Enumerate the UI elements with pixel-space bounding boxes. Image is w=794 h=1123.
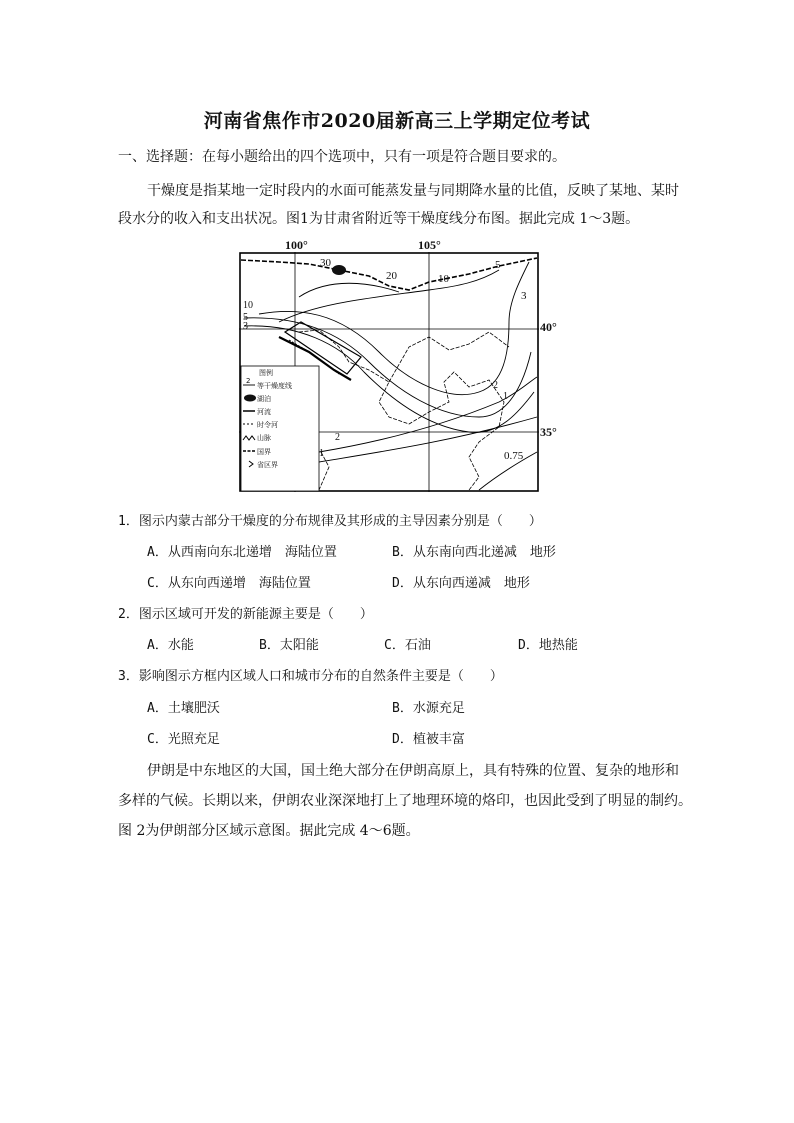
isoline-label: 1 xyxy=(319,448,324,459)
isoline-label: 20 xyxy=(386,270,397,282)
exam-title: 河南省焦作市2020届新高三上学期定位考试 xyxy=(203,110,591,132)
legend-item: 国界 xyxy=(257,448,271,456)
isoline-label: 5 xyxy=(495,259,501,271)
question-1-option-c[interactable]: C．从东向西递增 海陆位置 xyxy=(147,576,311,591)
question-2-option-a[interactable]: A．水能 xyxy=(147,638,194,653)
section-heading: 一、选择题：在每小题给出的四个选项中，只有一项是符合题目要求的。 xyxy=(118,149,566,165)
map-legend xyxy=(241,366,319,491)
lat-label-40: 40° xyxy=(540,320,557,334)
question-2-option-c[interactable]: C．石油 xyxy=(384,638,431,653)
question-1-option-d[interactable]: D．从东向西递减 地形 xyxy=(392,576,530,591)
passage2-line1: 伊朗是中东地区的大国，国土绝大部分在伊朗高原上，具有特殊的位置、复杂的地形和 xyxy=(147,763,679,779)
question-2-stem: 2．图示区域可开发的新能源主要是（ ） xyxy=(118,607,373,622)
legend-item: 湖泊 xyxy=(257,395,271,403)
question-3-option-d[interactable]: D．植被丰富 xyxy=(392,732,465,747)
legend-item: 河流 xyxy=(257,408,271,416)
isoline-label: 10 xyxy=(438,273,449,285)
isoline-label: 2 xyxy=(493,380,498,391)
legend-title: 图例 xyxy=(259,369,273,377)
lake-shape xyxy=(332,265,346,275)
question-3-option-b[interactable]: B．水源充足 xyxy=(392,701,465,716)
isoline-label: 3 xyxy=(521,290,527,302)
passage2-line2: 多样的气候。长期以来，伊朗农业深深地打上了地理环境的烙印，也因此受到了明显的制约。 xyxy=(118,793,692,809)
question-1-option-a[interactable]: A．从西南向东北递增 海陆位置 xyxy=(147,545,337,560)
legend-item: 时令河 xyxy=(257,421,278,429)
aridity-map xyxy=(239,252,539,492)
legend-item: 等干燥度线 xyxy=(257,382,292,390)
isoline-label: 3 xyxy=(243,321,248,332)
legend-item: 山脉 xyxy=(257,434,271,442)
lat-label-35: 35° xyxy=(540,425,557,439)
question-3-option-c[interactable]: C．光照充足 xyxy=(147,732,220,747)
passage2-line3: 图 2为伊朗部分区域示意图。据此完成 4～6题。 xyxy=(118,823,420,839)
question-2-option-d[interactable]: D．地热能 xyxy=(518,638,578,653)
passage1-line2: 段水分的收入和支出状况。图1为甘肃省附近等干燥度线分布图。据此完成 1～3题。 xyxy=(118,211,640,227)
isoline-label: 30 xyxy=(320,257,331,269)
question-2-option-b[interactable]: B．太阳能 xyxy=(259,638,319,653)
isoline-label: 1 xyxy=(503,391,508,402)
legend-isoline-sample: 2 xyxy=(246,377,251,385)
question-3-stem: 3．影响图示方框内区域人口和城市分布的自然条件主要是（ ） xyxy=(118,669,503,684)
lon-label-105: 105° xyxy=(418,238,441,252)
passage1-line1: 干燥度是指某地一定时段内的水面可能蒸发量与同期降水量的比值，反映了某地、某时 xyxy=(147,183,679,199)
question-1-option-b[interactable]: B．从东南向西北递减 地形 xyxy=(392,545,556,560)
isoline-label: 2 xyxy=(335,432,340,443)
question-3-option-a[interactable]: A．土壤肥沃 xyxy=(147,701,220,716)
isoline-label: 5 xyxy=(243,312,248,323)
lon-label-100: 100° xyxy=(285,238,308,252)
isoline-label: 10 xyxy=(243,300,253,311)
isoline-label: 0.75 xyxy=(504,450,524,462)
legend-item: 省区界 xyxy=(257,461,278,469)
question-1-stem: 1．图示内蒙古部分干燥度的分布规律及其形成的主导因素分别是（ ） xyxy=(118,514,542,529)
